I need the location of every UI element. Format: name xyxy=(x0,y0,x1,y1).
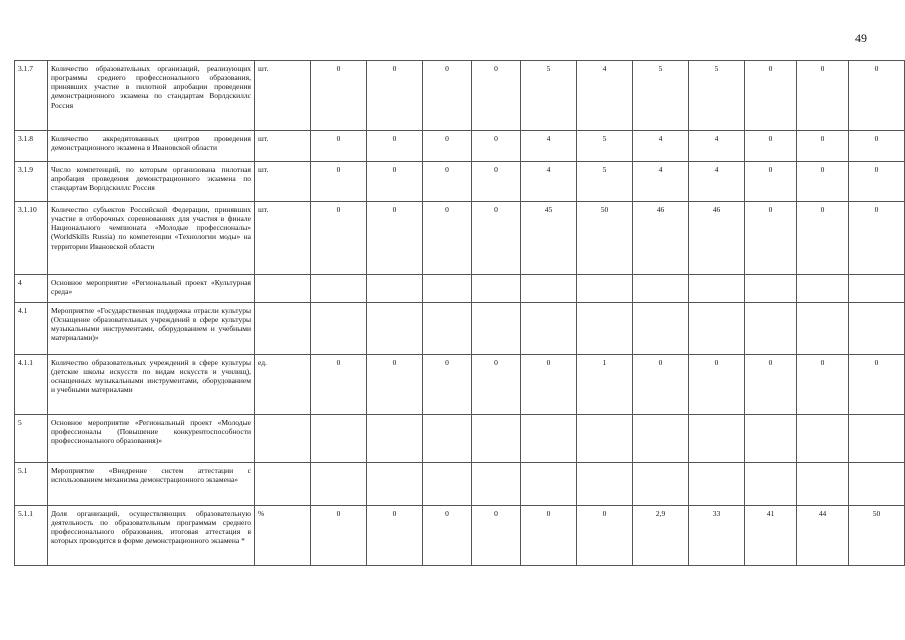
value-cell: 0 xyxy=(745,131,797,162)
value-cell: 0 xyxy=(311,355,367,415)
value-cell: 0 xyxy=(472,162,521,202)
value-cell xyxy=(849,415,905,463)
value-cell: 0 xyxy=(633,355,689,415)
value-cell: 0 xyxy=(849,61,905,131)
value-cell xyxy=(423,303,472,355)
value-cell xyxy=(745,275,797,303)
value-cell: 1 xyxy=(577,355,633,415)
row-number: 4 xyxy=(15,275,48,303)
value-cell xyxy=(577,303,633,355)
value-cell xyxy=(577,415,633,463)
value-cell: 0 xyxy=(367,506,423,566)
indicator-description: Основное мероприятие «Региональный проект «Молодые профессионалы (Повышение конкурентоспособности профессионального образования)» xyxy=(48,415,255,463)
indicator-description: Количество субъектов Российской Федерации, принявших участие в отборочных соревнованиях для участия в финале Национального чемпионата «Молодые профессионалы» (WorldSkills Russia) по компетенции «Технологии моды» на территории Ивановской области xyxy=(48,202,255,275)
value-cell xyxy=(633,303,689,355)
value-cell xyxy=(577,275,633,303)
value-cell: 0 xyxy=(797,61,849,131)
value-cell: 5 xyxy=(577,162,633,202)
table-row xyxy=(15,61,905,131)
value-cell: 2,9 xyxy=(633,506,689,566)
value-cell xyxy=(423,415,472,463)
table-row xyxy=(15,506,905,566)
value-cell: 0 xyxy=(849,162,905,202)
value-cell xyxy=(367,303,423,355)
value-cell xyxy=(689,275,745,303)
value-cell: 0 xyxy=(367,355,423,415)
value-cell: 0 xyxy=(311,202,367,275)
indicator-description: Основное мероприятие «Региональный проект «Культурная среда» xyxy=(48,275,255,303)
indicator-description: Количество образовательных организаций, реализующих программы среднего профессионального образования, принявших участие в пилотной апробации проведения демонстрационного экзамена по стандартам Ворлдскиллс Россия xyxy=(48,61,255,131)
value-cell xyxy=(472,463,521,506)
value-cell: 0 xyxy=(472,506,521,566)
value-cell xyxy=(745,303,797,355)
page-number: 49 xyxy=(855,31,867,45)
value-cell: 0 xyxy=(423,202,472,275)
value-cell xyxy=(311,275,367,303)
unit-cell: шт. xyxy=(255,202,311,275)
value-cell: 0 xyxy=(367,61,423,131)
value-cell xyxy=(311,303,367,355)
value-cell: 0 xyxy=(423,506,472,566)
value-cell: 0 xyxy=(423,61,472,131)
value-cell xyxy=(797,463,849,506)
indicator-description: Мероприятие «Внедрение систем аттестации с использованием механизма демонстрационного экзамена» xyxy=(48,463,255,506)
table-row xyxy=(15,202,905,275)
value-cell: 4 xyxy=(633,131,689,162)
value-cell: 46 xyxy=(689,202,745,275)
value-cell: 0 xyxy=(423,355,472,415)
unit-cell: % xyxy=(255,506,311,566)
value-cell xyxy=(367,463,423,506)
table-row xyxy=(15,355,905,415)
value-cell: 0 xyxy=(521,355,577,415)
value-cell: 0 xyxy=(311,162,367,202)
table-row xyxy=(15,303,905,355)
value-cell: 44 xyxy=(797,506,849,566)
value-cell xyxy=(797,415,849,463)
value-cell xyxy=(633,463,689,506)
table-row xyxy=(15,131,905,162)
value-cell xyxy=(689,415,745,463)
value-cell: 0 xyxy=(689,355,745,415)
row-number: 3.1.10 xyxy=(15,202,48,275)
unit-cell: шт. xyxy=(255,61,311,131)
value-cell: 0 xyxy=(472,355,521,415)
value-cell xyxy=(797,303,849,355)
value-cell: 0 xyxy=(849,355,905,415)
value-cell: 46 xyxy=(633,202,689,275)
row-number: 5.1 xyxy=(15,463,48,506)
value-cell xyxy=(689,303,745,355)
value-cell xyxy=(521,275,577,303)
value-cell xyxy=(521,463,577,506)
table-row xyxy=(15,463,905,506)
value-cell: 0 xyxy=(797,162,849,202)
indicators-table xyxy=(14,60,905,566)
value-cell xyxy=(521,415,577,463)
value-cell: 4 xyxy=(521,162,577,202)
value-cell: 0 xyxy=(472,202,521,275)
unit-cell xyxy=(255,275,311,303)
row-number: 5.1.1 xyxy=(15,506,48,566)
unit-cell xyxy=(255,303,311,355)
value-cell xyxy=(849,303,905,355)
value-cell xyxy=(423,463,472,506)
value-cell: 0 xyxy=(797,355,849,415)
value-cell xyxy=(745,415,797,463)
value-cell: 33 xyxy=(689,506,745,566)
unit-cell xyxy=(255,463,311,506)
value-cell: 5 xyxy=(633,61,689,131)
value-cell: 0 xyxy=(745,355,797,415)
indicator-description: Количество образовательных учреждений в сфере культуры (детские школы искусств по видам искусств и училищ), оснащенных музыкальными инструментами, оборудованием и учебными материалами xyxy=(48,355,255,415)
row-number: 3.1.9 xyxy=(15,162,48,202)
value-cell xyxy=(311,415,367,463)
value-cell: 50 xyxy=(577,202,633,275)
value-cell xyxy=(797,275,849,303)
indicator-description: Число компетенций, по которым организована пилотная апробация проведения демонстрационного экзамена по стандартам Ворлдскиллс Россия xyxy=(48,162,255,202)
value-cell: 0 xyxy=(423,162,472,202)
value-cell: 0 xyxy=(849,202,905,275)
value-cell: 0 xyxy=(521,506,577,566)
value-cell: 4 xyxy=(577,61,633,131)
unit-cell: шт. xyxy=(255,131,311,162)
value-cell: 45 xyxy=(521,202,577,275)
unit-cell xyxy=(255,415,311,463)
value-cell: 0 xyxy=(367,131,423,162)
unit-cell: шт. xyxy=(255,162,311,202)
value-cell xyxy=(633,275,689,303)
value-cell xyxy=(689,463,745,506)
value-cell xyxy=(521,303,577,355)
value-cell xyxy=(577,463,633,506)
value-cell: 0 xyxy=(745,162,797,202)
value-cell xyxy=(849,275,905,303)
row-number: 5 xyxy=(15,415,48,463)
table-row xyxy=(15,275,905,303)
value-cell xyxy=(472,275,521,303)
value-cell: 0 xyxy=(745,202,797,275)
value-cell: 4 xyxy=(521,131,577,162)
value-cell: 5 xyxy=(521,61,577,131)
table-row xyxy=(15,415,905,463)
value-cell: 4 xyxy=(633,162,689,202)
value-cell xyxy=(367,275,423,303)
value-cell: 0 xyxy=(797,202,849,275)
row-number: 4.1.1 xyxy=(15,355,48,415)
value-cell xyxy=(472,303,521,355)
value-cell xyxy=(367,415,423,463)
value-cell: 5 xyxy=(577,131,633,162)
value-cell: 0 xyxy=(367,162,423,202)
value-cell: 5 xyxy=(689,61,745,131)
value-cell: 4 xyxy=(689,131,745,162)
value-cell xyxy=(745,463,797,506)
value-cell: 0 xyxy=(423,131,472,162)
value-cell: 0 xyxy=(311,131,367,162)
row-number: 3.1.8 xyxy=(15,131,48,162)
row-number: 3.1.7 xyxy=(15,61,48,131)
value-cell: 0 xyxy=(472,61,521,131)
unit-cell: ед. xyxy=(255,355,311,415)
value-cell: 41 xyxy=(745,506,797,566)
value-cell: 0 xyxy=(797,131,849,162)
value-cell xyxy=(423,275,472,303)
row-number: 4.1 xyxy=(15,303,48,355)
indicator-description: Доля организаций, осуществляющих образовательную деятельность по образовательным программам среднего профессионального образования, итоговая аттестация в которых проводится в форме демонстрационного экзамена * xyxy=(48,506,255,566)
value-cell xyxy=(849,463,905,506)
value-cell: 0 xyxy=(311,61,367,131)
table-row xyxy=(15,162,905,202)
value-cell: 4 xyxy=(689,162,745,202)
value-cell xyxy=(472,415,521,463)
value-cell: 0 xyxy=(849,131,905,162)
value-cell xyxy=(311,463,367,506)
value-cell: 0 xyxy=(745,61,797,131)
value-cell: 0 xyxy=(472,131,521,162)
indicator-description: Мероприятие «Государственная поддержка отрасли культуры (Оснащение образовательных учреждений в сфере культуры музыкальными инструментами, оборудованием и учебными материалами)» xyxy=(48,303,255,355)
indicator-description: Количество аккредитованных центров проведения демонстрационного экзамена в Ивановской области xyxy=(48,131,255,162)
value-cell: 0 xyxy=(367,202,423,275)
value-cell xyxy=(633,415,689,463)
value-cell: 0 xyxy=(577,506,633,566)
value-cell: 0 xyxy=(311,506,367,566)
value-cell: 50 xyxy=(849,506,905,566)
